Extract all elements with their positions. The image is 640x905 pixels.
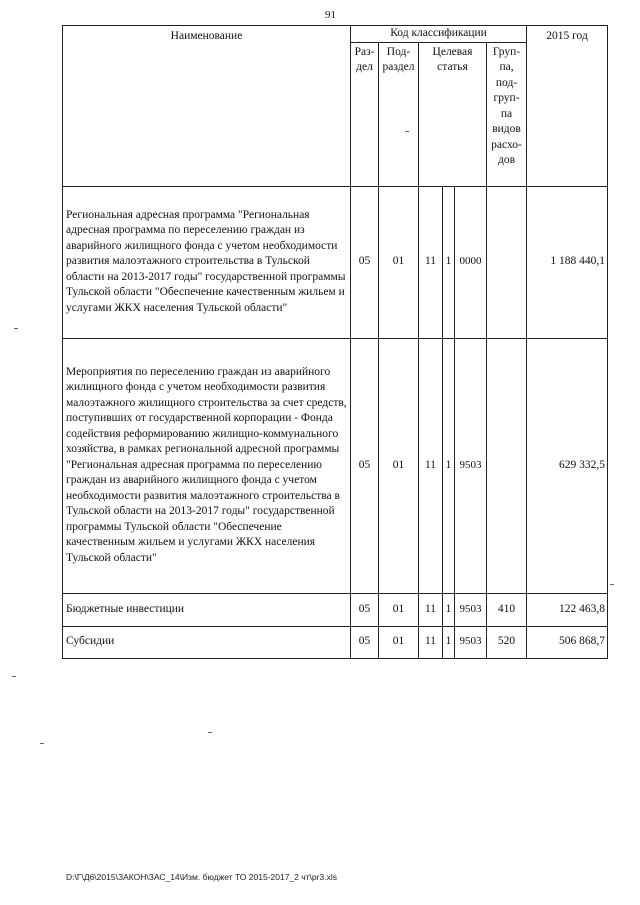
row-name: Региональная адресная программа "Региональная адресная программа по переселению граждан из аварийного жилищного фонда с учетом необходимости развития малоэтажного строительства в Тульской области на 2013-2017 годы" государственной программы Тульской области "Обеспечение качественным жильем и услугами ЖКХ населения Тульской области"	[63, 186, 351, 338]
header-year: 2015 год	[527, 26, 608, 187]
table-row	[63, 338, 608, 593]
row-vid	[487, 338, 527, 593]
row-cs1: 11	[419, 593, 443, 626]
row-podrazdel: 01	[379, 626, 419, 658]
row-cs2: 1	[443, 593, 455, 626]
table-row	[63, 186, 608, 338]
row-name: Мероприятия по переселению граждан из аварийного жилищного фонда с учетом необходимости развития малоэтажного жилищного строительства за счет средств, поступивших от государственной корпорации - Фонда содействия реформированию жилищно-коммунального хозяйства, в рамках региональной адресной программы "Региональная адресная программа по переселению граждан из аварийного жилищного фонда с учетом необходимости развития малоэтажного строительства в Тульской области на 2013-2017 годы" государственной программы Тульской области "Обеспечение качественным жильем и услугами ЖКХ населения Тульской области"	[63, 338, 351, 593]
header-classification: Код классификации	[351, 26, 527, 43]
row-cs1: 11	[419, 186, 443, 338]
row-vid: 520	[487, 626, 527, 658]
header-razdel: Раз- дел	[351, 42, 379, 186]
row-cs2: 1	[443, 338, 455, 593]
row-podrazdel: 01	[379, 186, 419, 338]
budget-table	[62, 25, 608, 659]
row-name: Бюджетные инвестиции	[63, 593, 351, 626]
header-gruppa-vidov: Груп- па, под- груп- па видов расхо- дов	[487, 42, 527, 186]
scan-speck	[14, 328, 18, 329]
row-razdel: 05	[351, 626, 379, 658]
table-row	[63, 593, 608, 626]
row-razdel: 05	[351, 186, 379, 338]
row-razdel: 05	[351, 338, 379, 593]
scan-speck	[40, 743, 44, 744]
row-name: Субсидии	[63, 626, 351, 658]
row-cs3: 9503	[455, 593, 487, 626]
scan-speck	[610, 584, 614, 585]
row-vid	[487, 186, 527, 338]
header-tselevaya-statya: Целевая статья	[419, 42, 487, 186]
row-amount: 122 463,8	[527, 593, 608, 626]
header-name: Наименование	[63, 26, 351, 187]
header-podrazdel: Под- раздел	[379, 42, 419, 186]
scan-speck	[12, 676, 16, 677]
table-row	[63, 626, 608, 658]
row-amount: 629 332,5	[527, 338, 608, 593]
row-podrazdel: 01	[379, 593, 419, 626]
row-cs3: 0000	[455, 186, 487, 338]
row-razdel: 05	[351, 593, 379, 626]
row-cs3: 9503	[455, 626, 487, 658]
row-podrazdel: 01	[379, 338, 419, 593]
page-number: 91	[325, 9, 336, 21]
row-amount: 1 188 440,1	[527, 186, 608, 338]
row-amount: 506 868,7	[527, 626, 608, 658]
row-cs2: 1	[443, 186, 455, 338]
row-cs3: 9503	[455, 338, 487, 593]
footer-file-path: D:\Г\Д6\2015\ЗАКОН\ЗАС_14\Изм. бюджет ТО 2015-2017_2 чт\pr3.xls	[66, 872, 337, 882]
row-cs1: 11	[419, 338, 443, 593]
row-cs1: 11	[419, 626, 443, 658]
scan-speck	[208, 732, 212, 733]
row-cs2: 1	[443, 626, 455, 658]
row-vid: 410	[487, 593, 527, 626]
scan-speck	[405, 131, 409, 132]
